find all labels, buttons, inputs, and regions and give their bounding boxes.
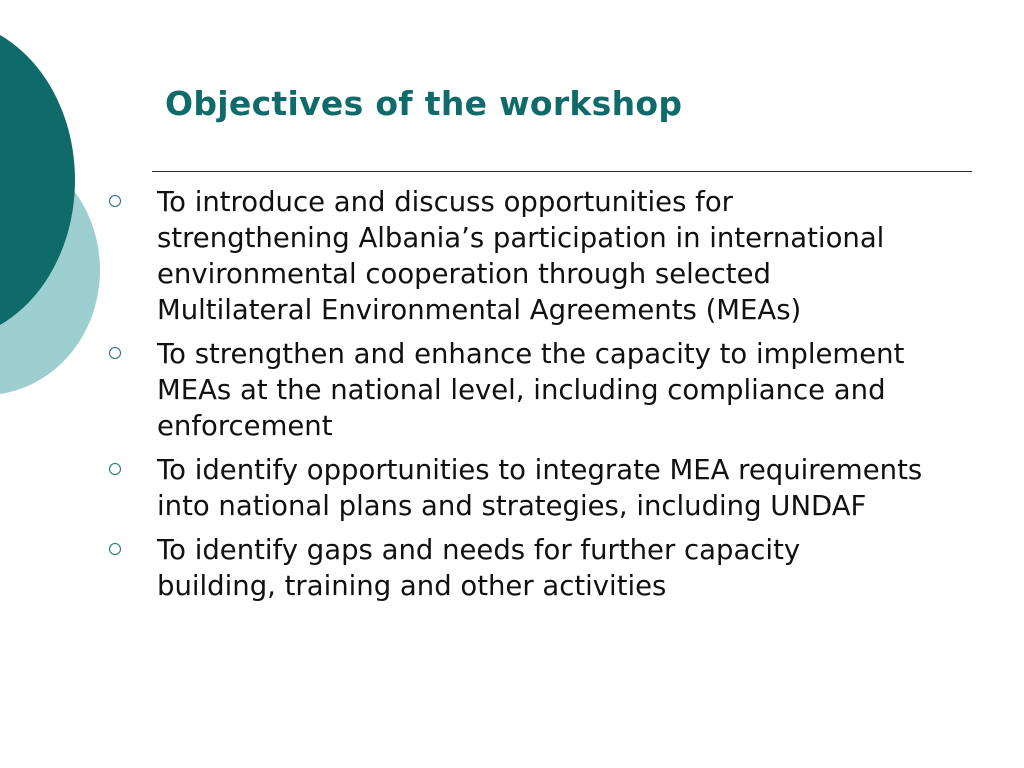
list-item-text: To identify opportunities to integrate MEA requirements into national plans and strategies, including UNDAF (157, 454, 923, 522)
objectives-list (107, 184, 927, 612)
bullet-icon (109, 195, 121, 207)
list-item-text: To identify gaps and needs for further capacity building, training and other activities (157, 534, 801, 602)
list-item (107, 336, 927, 444)
slide-title: Objectives of the workshop (165, 84, 683, 123)
title-divider (152, 171, 972, 172)
bullet-icon (109, 463, 121, 475)
list-item (107, 452, 927, 524)
list-item (107, 184, 927, 328)
bullet-icon (109, 543, 121, 555)
list-item-text: To introduce and discuss opportunities for strengthening Albania’s participation in international environmental cooperation through selected Multilateral Environmental Agreements (MEAs) (157, 186, 885, 326)
bullet-icon (109, 347, 121, 359)
list-item (107, 532, 927, 604)
list-item-text: To strengthen and enhance the capacity to implement MEAs at the national level, including compliance and enforcement (157, 338, 905, 442)
